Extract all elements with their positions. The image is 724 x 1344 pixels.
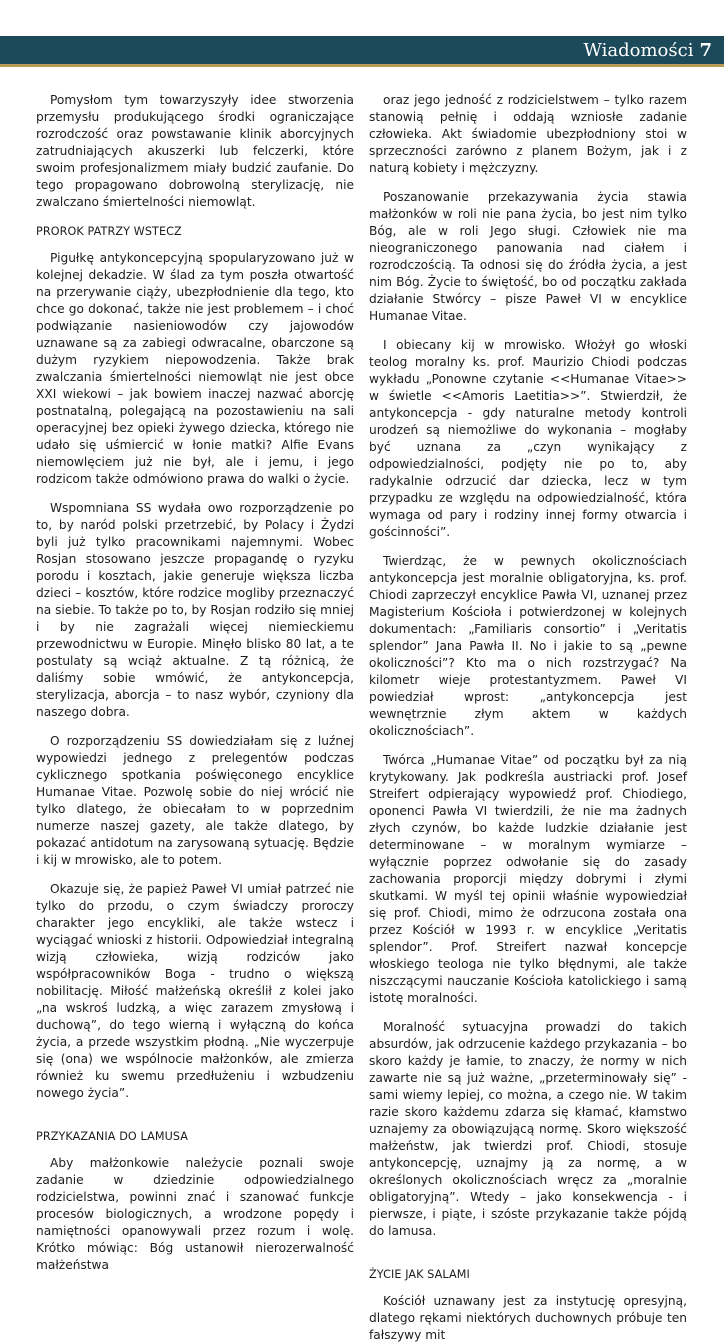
paragraph: Twierdząc, że w pewnych okolicznościach antykoncepcja jest moralnie obligatoryjna, ks. prof. Chiodi zaprzeczył encyklice Pawła VI, uznanej przez Magisterium Kościoła i potwierdzonej w kolejnych dokumentach: „Familiaris consortio” i „Veritatis splendor” Jana Pawła II. No i jakie to są „pewne okoliczności”? Kto ma o nich rozstrzygać? Na kilometr wieje protestantyzmem. Paweł VI powiedział wprost: „antykoncepcja jest wewnętrznie złym aktem w każdych okolicznościach”. [369, 554, 687, 738]
paragraph: Twórca „Humanae Vitae” od początku był za nią krytykowany. Jak podkreśla austriacki prof. Josef Streifert odpierający wypowiedź prof. Chiodiego, oponenci Pawła VI twierdzili, że nie ma żadnych złych czynów, bo każde ludzkie działanie jest determinowane – w moralnym wymiarze – wyłącznie poprzez odwołanie się do zasady zachowania proporcji między dobrymi i złymi skutkami. W myśl tej opinii właśnie wypowiedział się prof. Chiodi, mimo że odrzucona została ona przez Kościół w 1993 r. w encyklice „Veritatis splendor”. Prof. Streifert nazwał koncepcje włoskiego teologa nie tylko błędnymi, ale także niszczącymi nauczanie Kościoła katolickiego i samą istotę moralności. [369, 753, 687, 1005]
section-title [583, 37, 712, 64]
paragraph: Moralność sytuacyjna prowadzi do takich absurdów, jak odrzucenie każdego przykazania – bo skoro każdy je łamie, to znaczy, że normy w nich zawarte nie są już ważne, „przeterminowały się” - sami wiemy lepiej, co można, a czego nie. W takim razie skoro każdemu zdarza się kłamać, kłamstwo uznajemy za obowiązującą normę. Skoro większość małżeństw, jak twierdzi prof. Chiodi, stosuje antykoncepcję, uznajmy ją za normę, a w określonych okolicznościach wręcz za „moralnie obligatoryjną”. Wtedy – jako konsekwencja - i pierwsze, i piąte, i szóste przykazanie także pójdą do lamusa. [369, 1020, 687, 1238]
paragraph: I obiecany kij w mrowisko. Włożył go włoski teolog moralny ks. prof. Maurizio Chiodi podczas wykładu „Ponowne czytanie <<Humanae Vitae>> w świetle <<Amoris Laetitia>>”. Stwierdził, że antykoncepcja - gdy naturalne metody kontroli urodzeń są niemożliwe do wykonania – mogłaby być uznana za „czyn wynikający z odpowiedzialności, podjęty nie po to, aby radykalnie odrzucić dar dziecka, lecz w tym przypadku ze względu na odpowiedzialność, która wymaga od pary i rodziny innej formy otwarcia i gościnności”. [369, 338, 687, 539]
paragraph: Pomysłom tym towarzyszyły idee stworzenia przemysłu produkującego środki ograniczające rozrodczość oraz powstawanie klinik aborcyjnych zatrudniających akuszerki lub felczerki, które swoim profesjonalizmem miały budzić zaufanie. Do tego propagowano dobrowolną sterylizację, nie zwalczano śmiertelności niemowląt. [36, 93, 354, 209]
paragraph: Kościół uznawany jest za instytucję opresyjną, dlatego rękami niektórych duchownych próbuje ten fałszywy mit [369, 1294, 687, 1342]
paragraph: O rozporządzeniu SS dowiedziałam się z luźnej wypowiedzi jednego z prelegentów podczas cyklicznego spotkania poświęconego encyklice Humanae Vitae. Pozwolę sobie do niej wrócić nie tylko dlatego, że obiecałam to w poprzednim numerze naszej gazety, ale także dlatego, by pokazać antidotum na zarysowaną sytuację. Będzie i kij w mrowisko, ale to potem. [36, 734, 354, 867]
paragraph: oraz jego jedność z rodzicielstwem – tylko razem stanowią pełnię i oddają wzniosłe zadanie człowieka. Akt świadomie ubezpłodniony stoi w sprzeczności zarówno z planem Bożym, jak i z naturą kobiety i mężczyzny. [369, 93, 687, 175]
paragraph: Poszanowanie przekazywania życia stawia małżonków w roli nie pana życia, bo jest nim tylko Bóg, ale w roli Jego sługi. Człowiek nie ma nieograniczonego panowania nad ciałem i rozrodczością. Ta odnosi się do źródła życia, a jest nim Bóg. Życie to świętość, bo od początku zakłada działanie Stwórcy – pisze Paweł VI w encyklice Humanae Vitae. [369, 190, 687, 323]
paragraph: Pigułkę antykoncepcyjną spopularyzowano już w kolejnej dekadzie. W ślad za tym poszła otwartość na przerywanie ciąży, ubezpłodnienie dla tego, kto chce go dokonać, także nie jest problemem – i choć podwiązanie nasieniowodów czy jajowodów uznawane są za zabiegi odwracalne, obarczone są dużym ryzykiem niepowodzenia. Także brak zwalczania śmiertelności niemowląt nie jest obce XXI wiekowi – jak bowiem inaczej nazwać aborcję postnatalną, polegającą na pozostawieniu na sali operacyjnej bez opieki żywego dziecka, którego nie udało się uśmiercić w łonie matki? Alfie Evans niemowlęciem już nie był, ale i jemu, i jego rodzicom także odmówiono prawa do walki o życie. [36, 251, 354, 486]
subheading: PROROK PATRZY WSTECZ [36, 225, 182, 238]
subheading: ŻYCIE JAK SALAMI [369, 1268, 470, 1281]
section-name: Wiadomości [583, 40, 694, 61]
page-header [0, 0, 724, 70]
page-number: 7 [699, 40, 712, 61]
paragraph: Okazuje się, że papież Paweł VI umiał patrzeć nie tylko do przodu, o czym świadczy proroczy charakter jego encykliki, ale także wstecz i wyciągać wnioski z historii. Odpowiedział integralną wizją człowieka, wizją rodziców jako współpracowników Boga - trudno o większą nobilitację. Miłość małżeńską określił z kolei jako „na wskroś ludzką, a więc zarazem zmysłową i duchową”, do tego wierną i wyłączną do końca życia, a przede wszystkim płodną. „Nie wyczerpuje się (ona) we wspólnocie małżonków, ale zmierza również ku swemu przedłużeniu i wzbudzeniu nowego życia”. [36, 882, 354, 1100]
right-column [369, 92, 687, 1342]
paragraph: Aby małżonkowie należycie poznali swoje zadanie w dziedzinie odpowiedzialnego rodzicielstwa, powinni znać i szanować funkcje procesów biologicznych, a wrodzone popędy i namiętności opanowywali przez rozum i wolę. Krótko mówiąc: Bóg ustanowił nierozerwalność małżeństwa [36, 1156, 354, 1272]
header-accent-line [0, 64, 724, 67]
subheading: PRZYKAZANIA DO LAMUSA [36, 1130, 189, 1143]
paragraph: Wspomniana SS wydała owo rozporządzenie po to, by naród polski przetrzebić, by Polacy i Żydzi byli już tylko pracownikami najemnymi. Wobec Rosjan stosowano jeszcze propagandę o ryzyku porodu i kosztach, jakie generuje większa liczba dzieci – kosztów, które rodzice mogliby przeznaczyć na siebie. To także po to, by Rosjan rodziło się mniej i by nie zagrażali więcej niemieckiemu przewodnictwu w Europie. Minęło blisko 80 lat, a te postulaty są wciąż aktualne. Z tą różnicą, że daliśmy sobie wmówić, że antykoncepcja, sterylizacja, aborcja – to nasz wybór, czyniony dla naszego dobra. [36, 501, 354, 719]
left-column [36, 92, 354, 1272]
